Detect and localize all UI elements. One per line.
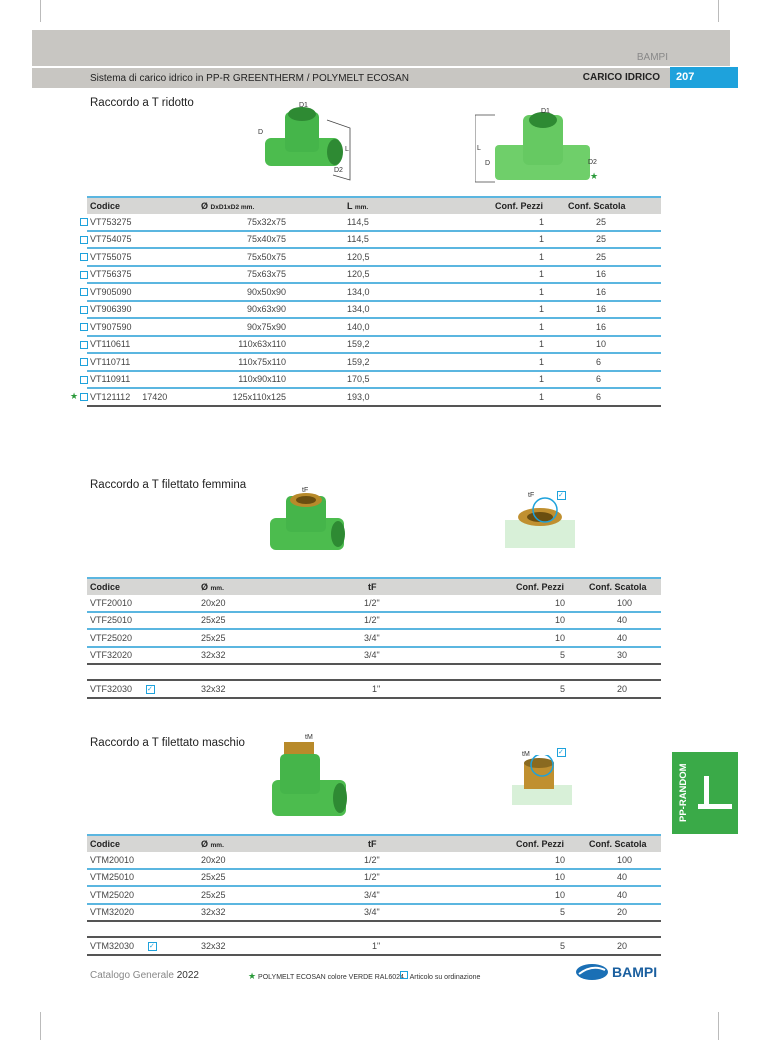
cell-conf-pezzi: 10 [491,869,567,887]
cell-codice [87,612,198,630]
spacer [87,921,661,937]
cell-thread: 3/4" [344,904,491,922]
product-table-tee-female [87,577,661,699]
cell-thread: 1/2" [344,852,491,869]
cell-dimension: 20x20 [198,852,344,869]
spacer-row [87,664,661,680]
table-row [87,231,661,249]
cell-dimension: 90x63x90 [198,301,344,319]
table-row [87,852,661,869]
cell-conf-scatola: 16 [546,301,661,319]
cell-conf-scatola: 40 [567,612,661,630]
star-icon: ★ [70,391,79,401]
cell-dimension: 110x90x110 [198,371,344,389]
cell-dimension: 75x63x75 [198,266,344,284]
legend-star: ★ POLYMELT ECOSAN colore VERDE RAL6024 [248,971,404,981]
col-conf-pezzi: Conf. Pezzi [491,835,567,852]
cell-conf-pezzi: 1 [470,231,546,249]
checkbox-icon [400,971,408,979]
table-row [87,266,661,284]
cell-conf-pezzi: 5 [491,937,567,955]
checkbox-icon [80,288,88,296]
cell-codice [87,248,198,266]
cell-conf-scatola: 6 [546,353,661,371]
cell-dimension: 75x40x75 [198,231,344,249]
cell-conf-pezzi: 10 [491,886,567,904]
crop-mark [40,0,41,22]
cell-conf-pezzi: 1 [470,371,546,389]
checkbox-icon [80,271,88,279]
cell-conf-scatola: 16 [546,266,661,284]
cell-dimension: 90x75x90 [198,318,344,336]
tee-pipe-icon [698,774,732,814]
cell-codice [87,266,198,284]
cell-dimension: 110x63x110 [198,336,344,354]
cell-conf-scatola: 40 [567,886,661,904]
cell-codice [70,388,198,406]
footer-catalog: Catalogo Generale [90,970,174,981]
product-code: VT121112 [90,391,131,402]
label-d2: D2 [588,159,597,166]
cell-codice [87,336,198,354]
checkbox-icon [80,376,88,384]
checkbox-icon: ✓ [557,491,566,500]
legend-box: Articolo su ordinazione [400,971,480,981]
header-category: CARICO IDRICO [582,72,660,83]
table-row [87,301,661,319]
product-code: VTM25010 [90,872,135,883]
label-d: D [258,129,264,136]
label-l: L [345,146,349,153]
cell-conf-scatola: 20 [567,680,661,698]
cell-conf-scatola: 25 [546,231,661,249]
tee-female-image [268,490,348,555]
product-code: VT905090 [90,286,132,297]
checkbox-icon [80,253,88,261]
checkbox-icon [80,393,88,401]
bampi-logo-icon [575,962,609,982]
table-row [87,248,661,266]
cell-thread: 1" [344,680,491,698]
cell-codice [87,647,198,665]
cell-length: 159,2 [344,353,470,371]
cell-thread: 1/2" [344,612,491,630]
side-tab-pp-random[interactable] [672,752,738,834]
col-codice: Codice [87,578,198,595]
cell-conf-pezzi: 10 [491,612,567,630]
product-code: VTF32030 [90,683,133,694]
product-code: VT756375 [90,269,132,280]
cell-codice [87,852,198,869]
cell-dimension: 125x110x125 [198,388,344,406]
cell-dimension: 25x25 [198,886,344,904]
table-row [87,371,661,389]
product-code: VT110611 [90,339,131,350]
cell-conf-scatola: 6 [546,388,661,406]
page-number: 207 [670,67,738,88]
cell-length: 159,2 [344,336,470,354]
cell-dimension: 25x25 [198,629,344,647]
cell-length: 170,5 [344,371,470,389]
cell-thread: 3/4" [344,647,491,665]
label-l: L [477,145,481,152]
cell-length: 114,5 [344,214,470,231]
table-row [87,680,661,698]
cell-codice [87,283,198,301]
label-tf: tF [528,492,535,499]
table-row [87,904,661,922]
product-code: VT754075 [90,234,132,245]
cell-conf-pezzi: 1 [470,318,546,336]
cell-codice [87,318,198,336]
cell-conf-pezzi: 5 [491,647,567,665]
cell-conf-pezzi: 1 [470,301,546,319]
tee-female-large-image [505,495,575,550]
cell-conf-pezzi: 1 [470,388,546,406]
product-table-tee-male [87,834,661,956]
cell-dimension: 20x20 [198,595,344,612]
checkbox-icon: ✓ [146,685,155,694]
label-d1: D1 [541,108,550,115]
cell-conf-scatola: 40 [567,629,661,647]
col-conf-pezzi: Conf. Pezzi [491,578,567,595]
header-subtitle: Sistema di carico idrico in PP-R GREENTHERM / POLYMELT ECOSAN [90,73,409,84]
checkbox-icon [80,358,88,366]
product-code: VT906390 [90,304,132,315]
cell-conf-pezzi: 1 [470,353,546,371]
crop-mark [718,0,719,22]
label-tm: tM [522,751,530,758]
crop-mark [40,1012,41,1040]
col-codice: Codice [87,197,198,214]
cell-conf-pezzi: 1 [470,248,546,266]
cell-thread: 1" [344,937,491,955]
cell-conf-scatola: 20 [567,904,661,922]
product-code: VTM25020 [90,889,135,900]
cell-conf-scatola: 6 [546,371,661,389]
table-row [87,318,661,336]
cell-dimension: 75x50x75 [198,248,344,266]
cell-codice [87,904,198,922]
cell-conf-pezzi: 1 [470,283,546,301]
cell-codice [87,629,198,647]
cell-conf-scatola: 25 [546,248,661,266]
table-row [87,937,661,955]
col-diameter: Ø mm. [198,578,344,595]
checkbox-icon: ✓ [557,748,566,757]
table-row [87,629,661,647]
col-conf-pezzi: Conf. Pezzi [470,197,546,214]
product-code: VTF25010 [90,615,133,626]
cell-conf-scatola: 40 [567,869,661,887]
product-code: VTM32030 [90,940,135,951]
bampi-logo: BAMPI [575,962,657,982]
cell-dimension: 32x32 [198,680,344,698]
cell-conf-pezzi: 10 [491,629,567,647]
cell-conf-pezzi: 5 [491,680,567,698]
footer-year: 2022 [176,970,199,981]
cell-dimension: 75x32x75 [198,214,344,231]
product-table-tee-reduced [70,196,661,407]
product-code: VTF20010 [90,597,133,608]
cell-length: 134,0 [344,301,470,319]
product-code: VT755075 [90,251,132,262]
label-d: D [485,160,491,167]
cell-codice [87,214,198,231]
section-title: Raccordo a T filettato femmina [90,479,247,491]
cell-conf-scatola: 16 [546,283,661,301]
section-title: Raccordo a T ridotto [90,97,194,109]
cell-conf-pezzi: 10 [491,852,567,869]
crop-mark [718,1012,719,1040]
product-code: VTF32020 [90,650,133,661]
cell-codice [87,231,198,249]
table-row [87,612,661,630]
col-tf: tF [344,578,491,595]
cell-codice [87,301,198,319]
col-conf-scatola: Conf. Scatola [546,197,661,214]
product-code: VT110711 [90,356,131,367]
table-row [87,886,661,904]
cell-thread: 1/2" [344,595,491,612]
product-code: VTM20010 [90,854,135,865]
table-row [87,647,661,665]
cell-codice [87,595,198,612]
tee-reduced-large-image [475,110,595,185]
cell-thread: 1/2" [344,869,491,887]
product-code: VTF25020 [90,632,133,643]
cell-thread: 3/4" [344,886,491,904]
cell-conf-scatola: 25 [546,214,661,231]
cell-conf-scatola: 100 [567,595,661,612]
cell-conf-pezzi: 10 [491,595,567,612]
cell-thread: 3/4" [344,629,491,647]
table-row [87,336,661,354]
cell-length: 193,0 [344,388,470,406]
cell-dimension: 32x32 [198,937,344,955]
col-length: L mm. [344,197,470,214]
star-icon: ★ [590,171,599,181]
side-tab-label: PP-RANDOM [678,763,689,822]
cell-conf-pezzi: 1 [470,266,546,284]
cell-length: 114,5 [344,231,470,249]
cell-length: 120,5 [344,266,470,284]
col-diameter: Ø DxD1xD2 mm. [198,197,344,214]
cell-dimension: 110x75x110 [198,353,344,371]
checkbox-icon: ✓ [148,942,157,951]
checkbox-icon [80,306,88,314]
product-code: VTM32020 [90,907,135,918]
checkbox-icon [80,341,88,349]
product-code: VT110911 [90,374,131,385]
cell-length: 120,5 [344,248,470,266]
header-brand: BAMPI [636,52,668,63]
table-row [87,388,661,406]
col-diameter: Ø mm. [198,835,344,852]
cell-conf-pezzi: 1 [470,214,546,231]
checkbox-icon [80,323,88,331]
product-code: VT753275 [90,216,132,227]
table-row [87,353,661,371]
cell-dimension: 32x32 [198,904,344,922]
cell-length: 140,0 [344,318,470,336]
cell-conf-scatola: 30 [567,647,661,665]
col-tf: tF [344,835,491,852]
col-codice: Codice [87,835,198,852]
cell-codice [87,353,198,371]
col-conf-scatola: Conf. Scatola [567,578,661,595]
tee-male-image [270,742,350,822]
cell-codice [87,886,198,904]
cell-conf-pezzi: 1 [470,336,546,354]
cell-codice [87,869,198,887]
table-row [87,869,661,887]
checkbox-icon [80,218,88,226]
cell-conf-scatola: 10 [546,336,661,354]
cell-conf-scatola: 16 [546,318,661,336]
cell-dimension: 90x50x90 [198,283,344,301]
star-icon: ★ [248,971,257,981]
table-row [87,595,661,612]
cell-conf-pezzi: 5 [491,904,567,922]
table-row [87,283,661,301]
spacer-row [87,921,661,937]
cell-codice [87,371,198,389]
label-d2: D2 [334,167,343,174]
label-tm: tM [305,734,313,741]
cell-conf-scatola: 20 [567,937,661,955]
table-row [87,214,661,231]
cell-length: 134,0 [344,283,470,301]
cell-dimension: 25x25 [198,612,344,630]
cell-codice [87,937,198,955]
label-tf: tF [302,487,309,494]
spacer [87,664,661,680]
tee-male-large-image [512,755,572,805]
cell-codice [87,680,198,698]
page-header [32,30,730,88]
cell-dimension: 25x25 [198,869,344,887]
checkbox-icon [80,236,88,244]
product-code: VT907590 [90,321,132,332]
alt-code: 17420 [142,391,168,402]
cell-dimension: 32x32 [198,647,344,665]
section-title: Raccordo a T filettato maschio [90,737,245,749]
col-conf-scatola: Conf. Scatola [567,835,661,852]
label-d1: D1 [299,102,308,109]
footer [90,970,199,981]
cell-conf-scatola: 100 [567,852,661,869]
